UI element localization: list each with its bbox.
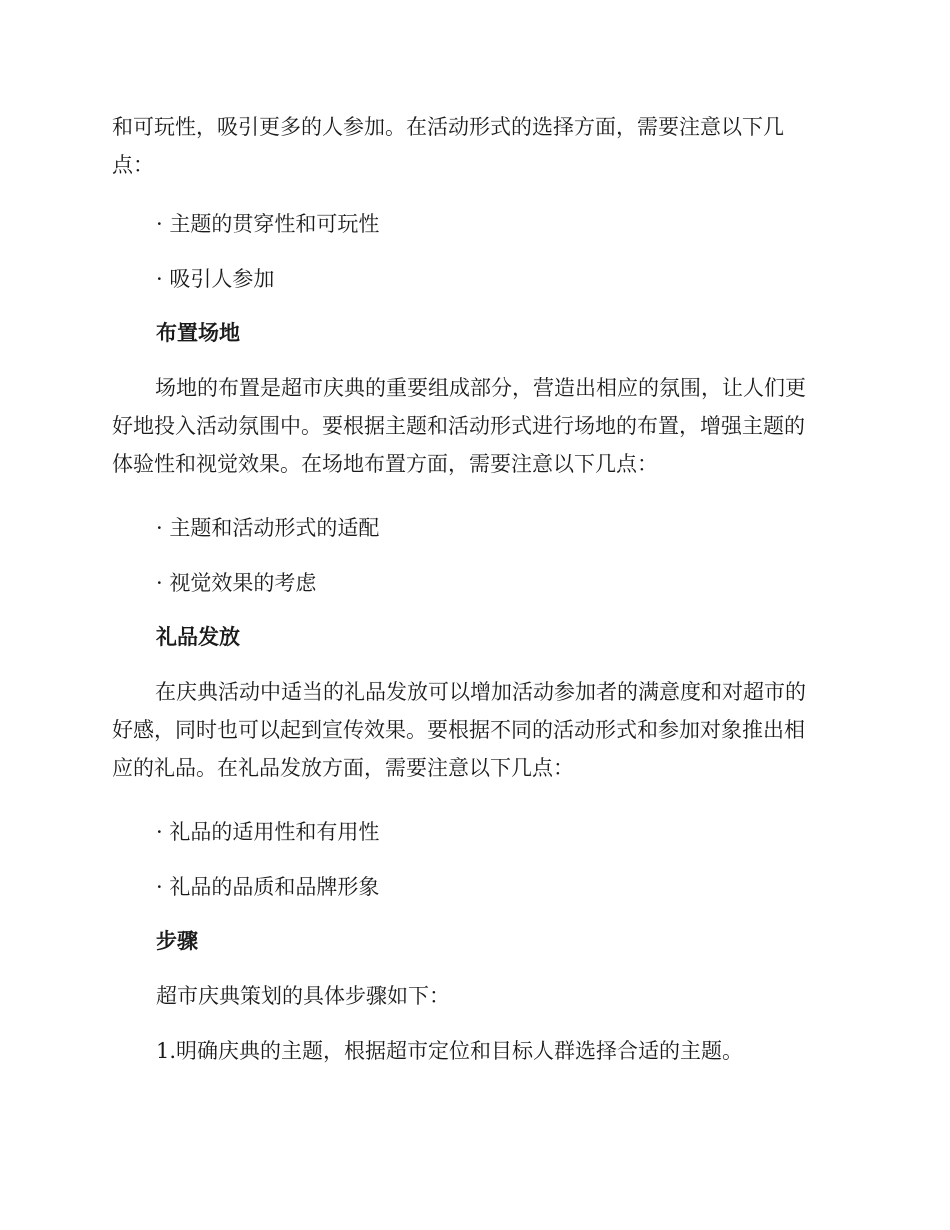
list-item: · 礼品的适用性和有用性 xyxy=(156,820,380,844)
paragraph-line: 和可玩性，吸引更多的人参加。在活动形式的选择方面，需要注意以下几 xyxy=(112,115,784,139)
list-item: · 吸引人参加 xyxy=(156,267,275,291)
paragraph-line: 应的礼品。在礼品发放方面，需要注意以下几点： xyxy=(112,756,574,780)
intro-paragraph xyxy=(112,108,832,184)
list-item: · 主题和活动形式的适配 xyxy=(156,516,380,540)
paragraph-line: 好感，同时也可以起到宣传效果。要根据不同的活动形式和参加对象推出相 xyxy=(112,718,805,742)
list-item: · 主题的贯穿性和可玩性 xyxy=(156,212,380,236)
section-heading-steps: 步骤 xyxy=(156,929,198,953)
step-item: 1.明确庆典的主题，根据超市定位和目标人群选择合适的主题。 xyxy=(156,1039,744,1063)
paragraph-line: 体验性和视觉效果。在场地布置方面，需要注意以下几点： xyxy=(112,452,658,476)
paragraph-line: 场地的布置是超市庆典的重要组成部分，营造出相应的氛围，让人们更 xyxy=(155,376,806,400)
steps-intro: 超市庆典策划的具体步骤如下： xyxy=(156,984,450,1008)
list-item: · 礼品的品质和品牌形象 xyxy=(156,875,380,899)
paragraph-line: 在庆典活动中适当的礼品发放可以增加活动参加者的满意度和对超市的 xyxy=(155,680,806,704)
paragraph-line: 好地投入活动氛围中。要根据主题和活动形式进行场地的布置，增强主题的 xyxy=(112,414,805,438)
section-heading-gifts: 礼品发放 xyxy=(156,625,240,649)
list-item: · 视觉效果的考虑 xyxy=(156,571,317,595)
gifts-paragraph xyxy=(112,673,832,787)
venue-paragraph xyxy=(112,369,832,483)
paragraph-line: 点： xyxy=(112,153,154,177)
section-heading-venue: 布置场地 xyxy=(156,321,240,345)
